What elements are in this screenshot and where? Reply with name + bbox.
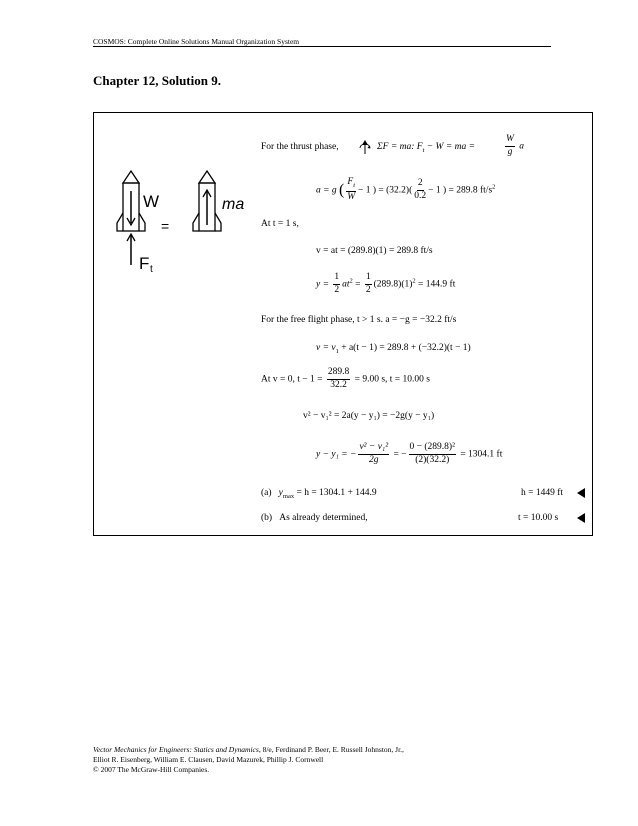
header-rule [93, 46, 551, 47]
at-t1-text: At t = 1 s, [261, 219, 299, 229]
eq-sumF: ΣF = ma: $F_t - W$ = ma = [377, 142, 476, 154]
chapter-title: Chapter 12, Solution 9. [93, 73, 221, 88]
part-b-answer: t = 10.00 s [518, 513, 559, 523]
free-flight-text: For the free flight phase, t > 1 s. a = −g = −32.2 ft/s [261, 315, 457, 325]
eq-sumF-frac: $\frac{W}{g}$ a [506, 134, 525, 157]
part-a-answer: h = 1449 ft [521, 488, 564, 498]
at-v0-line: At v = 0, t − 1 = $\frac{289.8}{32.2}$ = 9.00 s, t = 10.00 s [261, 367, 430, 390]
equals-sign: = [161, 218, 170, 234]
eq-acceleration: a = g ( $\frac{F_t}{W}$ − 1 ) = (32.2)( $\frac{2}{0.2}$ − 1 ) = 289.8 $ft/s^2$ [316, 177, 496, 202]
eq-velocity-free: $v = v_1 + a(t - 1) = 289.8 + (-32.2)(t - 1)$ [316, 343, 471, 355]
eq-position: y = $\frac{1}{2}$ $at^2$ = $\frac{1}{2}$ $(289.8)(1)^2 = 144.9$ ft [316, 272, 456, 295]
positive-up-icon [358, 139, 372, 155]
answer-marker-icon [577, 488, 585, 498]
header-org-line: COSMOS: Complete Online Solutions Manual Organization System [93, 37, 300, 46]
part-a-line: (a) $y_{max} = h = 1304.1 + 144.9$ [261, 488, 377, 500]
footer-line-3: © 2007 The McGraw-Hill Companies. [93, 765, 210, 774]
thrust-label: F [139, 254, 150, 273]
footer-line-1: Vector Mechanics for Engineers: Statics and Dynamics, 8/e, Ferdinand P. Beer, E. Russell Johnston, Jr., [93, 745, 404, 754]
answer-marker-icon [577, 513, 585, 523]
rocket-left [117, 171, 145, 265]
weight-label: W [143, 192, 160, 211]
thrust-sub: t [150, 264, 153, 273]
eq-max-height: y − y₁ = − $\frac{\text{v² − v₁²}}{2g}$ = − $\frac{\text{0 − (289.8)²}}{(2)(32.2)}$ = 1304.1 ft [316, 442, 503, 465]
rocket-diagram [109, 165, 249, 273]
part-b-line: (b) As already determined, [261, 513, 368, 523]
thrust-phase-text: For the thrust phase, [261, 142, 339, 152]
rocket-right [193, 171, 221, 231]
eq-velocity-squared: v² − v₁² = 2a(y − y₁) = −2g(y − y₁) [303, 411, 435, 421]
eq-velocity: v = at = (289.8)(1) = 289.8 ft/s [316, 246, 433, 256]
footer-line-2: Elliot R. Eisenberg, William E. Clausen, David Mazurek, Phillip J. Cornwell [93, 755, 324, 764]
ma-label: ma [222, 196, 245, 213]
footer-citation [93, 745, 404, 775]
solution-box [93, 112, 593, 536]
